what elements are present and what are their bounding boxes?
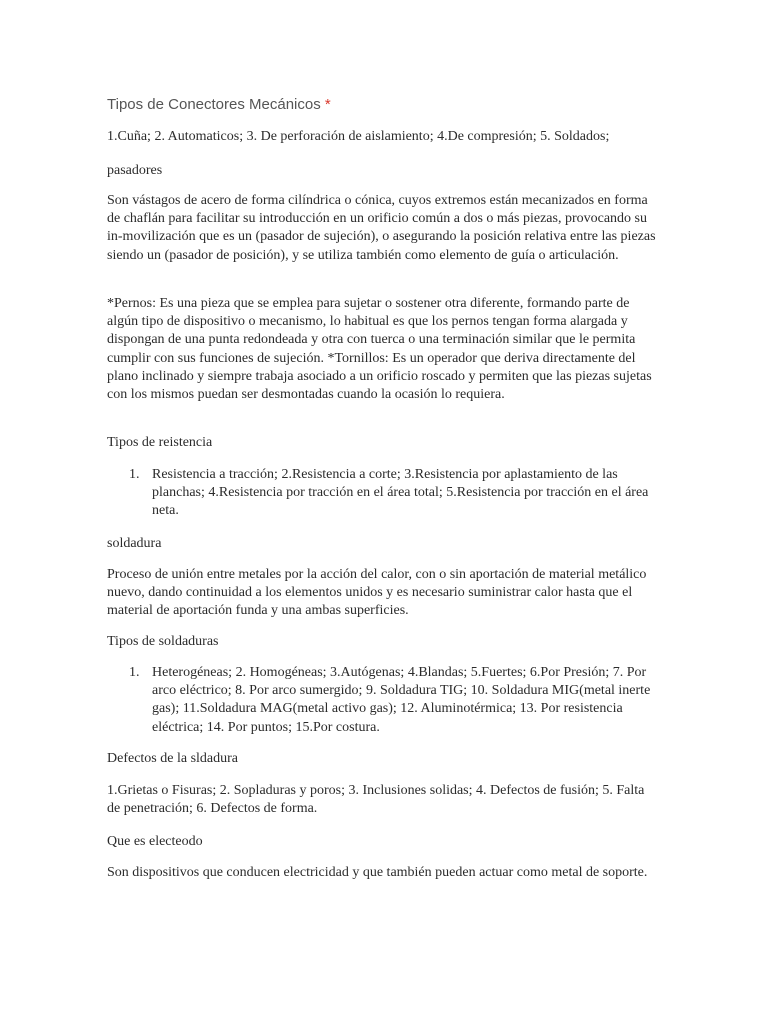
list-item-number: 1. (129, 467, 140, 482)
soldadura-paragraph: Proceso de unión entre metales por la acción del calor, con o sin aportación de material metálico nuevo, dando continuidad a los elementos unidos y es necesario suministrar calor hasta que el material de aportación funda y una ambas superficies. (107, 567, 647, 619)
section-heading-tipos-soldaduras: Tipos de soldaduras (107, 634, 219, 649)
resistencia-list (107, 466, 659, 521)
pernos-paragraph: *Pernos: Es una pieza que se emplea para sujetar o sostener otra diferente, formando parte de algún tipo de dispositivo o mecanismo, lo habitual es que los pernos tengan forma alargada y dispongan de una punta redondeada y otra con tuerca o una terminación similar que le permita cumplir con sus funciones de sujeción. *Tornillos: Es un operador que deriva directamente del plano inclinado y siempre trabaja asociado a un orificio roscado y permiten que las piezas sujetas con los mismos puedan ser desmontadas cuando la ocasión lo requiera. (107, 296, 652, 403)
page-title-text: Tipos de Conectores Mecánicos (107, 96, 321, 113)
defectos-paragraph: 1.Grietas o Fisuras; 2. Sopladuras y poros; 3. Inclusiones solidas; 4. Defectos de fusión; 5. Falta de penetración; 6. Defectos de forma. (107, 783, 645, 817)
required-mark: * (324, 96, 331, 113)
connector-types-text: 1.Cuña; 2. Automaticos; 3. De perforación de aislamiento; 4.De compresión; 5. Soldados; (107, 129, 610, 144)
section-heading-defectos: Defectos de la sldadura (107, 751, 238, 766)
list-item (107, 664, 659, 737)
tipos-soldaduras-list (107, 664, 659, 737)
electrodo-paragraph: Son dispositivos que conducen electricidad y que también pueden actuar como metal de soporte. (107, 865, 648, 880)
section-heading-pasadores: pasadores (107, 163, 163, 178)
page-title (107, 96, 331, 113)
list-item-text: Heterogéneas; 2. Homogéneas; 3.Autógenas; 4.Blandas; 5.Fuertes; 6.Por Presión; 7. Por arco eléctrico; 8. Por arco sumergido; 9. Soldadura TIG; 10. Soldadura MIG(metal inerte gas); 11.Soldadura MAG(metal activo gas); 12. Aluminotérmica; 13. Por resistencia eléctrica; 14. Por puntos; 15.Por costura. (152, 665, 651, 735)
list-item-number: 1. (129, 665, 140, 680)
section-heading-soldadura: soldadura (107, 536, 162, 551)
section-heading-resistencia: Tipos de reistencia (107, 435, 213, 450)
list-item (107, 466, 659, 521)
pasadores-paragraph: Son vástagos de acero de forma cilíndrica o cónica, cuyos extremos están mecanizados en forma de chaflán para facilitar su introducción en un orificio común a dos o más piezas, provocando su in-movilización que es un (pasador de sujeción), o asegurando la posición relativa entre las piezas siendo un (pasador de posición), y se utiliza también como elemento de guía o articulación. (107, 193, 656, 263)
section-heading-electrodo: Que es electeodo (107, 834, 203, 849)
list-item-text: Resistencia a tracción; 2.Resistencia a corte; 3.Resistencia por aplastamiento de las planchas; 4.Resistencia por tracción en el área total; 5.Resistencia por tracción en el área neta. (152, 467, 649, 519)
